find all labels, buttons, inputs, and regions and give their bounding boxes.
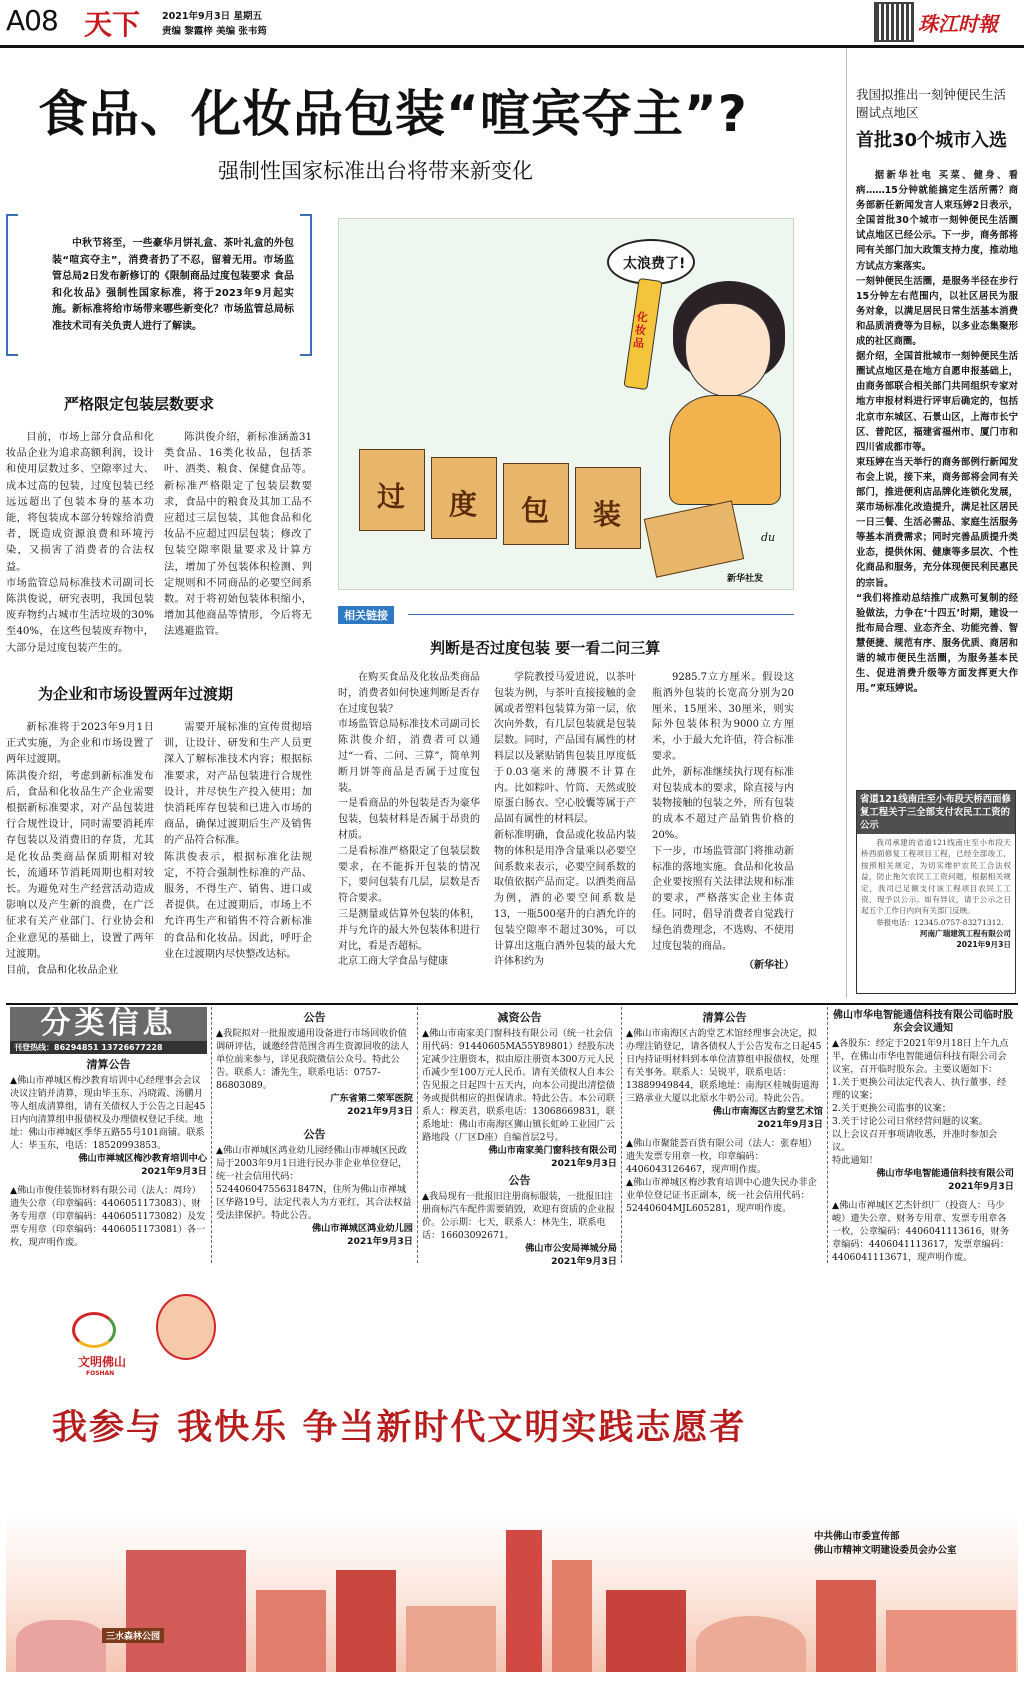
ad-sign: 佛山市禅城区梅沙教育培训中心 <box>78 1153 207 1164</box>
link-col2: 学院教授马爱进说，以茶叶包装为例，与茶叶直接接触的金属或者塑料包装算为第一层，依次向外数，有几层包装就是包装层数。同时，产品国有属性的材料层以及紧贴销售包装且厚度低于0.03毫米的薄膜不计算在内。比如粽叶、竹筒、天然或胶原蛋白肠衣、空心胶囊等属于产品固有属性的材料层。 新标准明确，食品或化妆品内装物的体积是用净含量乘以必要空间系数来表示，必要空间系数的取值依据产品而定。以酒类商品为例，酒的必要空间系数是13，一瓶500毫升的白酒允许的包装空隙率不超过30%，可以计算出这瓶白酒外包装的最大允许体积约为 <box>494 672 636 968</box>
girl-face <box>685 303 771 397</box>
park-sign: 三水森林公园 <box>102 1628 164 1643</box>
logo-icon <box>72 1312 116 1348</box>
tube-label: 化妆品 <box>632 310 649 351</box>
ad-body: ▲佛山市禅城区艺杰针织厂（投资人：马少峻）遗失公章、财务专用章、发票专用章各一枚，公章编码：4406041113616，财务章编码：4406041113617，发票章编码：4406041113671，现声明作废。 <box>832 1200 1010 1263</box>
wage-notice <box>856 790 1016 994</box>
ad-body: ▲我院拟对一批报废通用设备进行市场回收价值调研评估，诚邀经营范围含再生资源回收的法人单位前来参与，详见我院微信公众号。特此公告。联系人：潘先生，联系电话：0757-86803089。 <box>216 1028 409 1091</box>
ads-banner-phone: 刊登热线：86294851 13726677228 <box>10 1041 207 1054</box>
ad-title: 清算公告 <box>86 1058 131 1071</box>
ad-date: 2021年9月3日 <box>347 1236 413 1247</box>
right-body: 据新华社电 买菜、健身、看病……15分钟就能搞定生活所需？商务部新任新闻发言人束珏婷2日表示，全国首批30个城市一刻钟便民生活圈试点地区已经公示。下一步，商务部将同有关部门加大政策支持力度，推动地方试点方案落实。 一刻钟便民生活圈，是服务半径在步行15分钟左右范围内，以社区居民为服务对象，以满足居民日常生活基本消费和品质消费等为目标，以多业态集聚形成的社区商圈。 据介绍，全国首批城市一刻钟便民生活圈试点地区是在地方自愿申报基础上，由商务部联合相关部门共同组织专家对地方申报材料进行评审后确定的，包括北京市东城区、石景山区，上海市长宁区、普陀区，福建省福州市、厦门市和四川省成都市等。 束珏婷在当天举行的商务部例行新闻发布会上说，接下来，商务部将会同有关部门，推进便利店品牌化连锁化发展，菜市场标准化改造提升，满足社区居民一日三餐、生活必需品、家庭生活服务等基本消费需求；同时完善品质提升类业态，提供休闲、健康等多层次、个性化商品和服务，充分体现便民利民惠民的宗旨。 “我们将推动总结推广成熟可复制的经验做法，力争在‘十四五’时期，建设一批布局合理、业态齐全、功能完善、智慧便捷、规范有序、服务优质、商居和谐的城市便民生活圈，为服务基本民生、促进消费升级等方面发挥更大作用。”束珏婷说。 <box>856 170 1018 695</box>
issue-date: 2021年9月3日 星期五 <box>162 11 262 22</box>
ads-col-5 <box>828 1007 1018 1263</box>
section2-col2: 需要开展标准的宣传贯彻培训，让设计、研发和生产人员更深入了解标准技术内容；根据标准要求，对产品包装进行合规性设计，并尽快生产投入使用；加快消耗库存包装和已进入市场的商品，确保过渡期后生产及销售的产品符合标准。 陈洪俊表示，根据标准化法规定，不符合强制性标准的产品、服务，不得生产、销售、进口或者提供。在过渡期后，市场上不允许再生产和销售不符合新标准的食品和化妆品。因此，呼吁企业在过渡期内尽快整改达标。 <box>164 722 312 960</box>
right-kicker: 我国拟推出一刻钟便民生活圈试点地区 <box>856 87 1007 120</box>
ad-body: ▲佛山市禅城区梅沙教育培训中心经理事会会议决议注销并清算，现由毕玉东、冯晓霞、汤鹏月等人组成清算组，请有关债权人于公告之日起45日内向清算组申报债权及办理债权登记手续。地址：佛山市禅城区季华五路55号101商铺。联系人：毕玉东，电话：18520993853。 <box>10 1075 206 1151</box>
city-skyline <box>6 1520 1018 1672</box>
qr-code-icon <box>876 4 912 40</box>
lead-text: 中秋节将至，一些豪华月饼礼盒、茶叶礼盒的外包装“喧宾夺主”，消费者扔了不忍，留着无用。市场监管总局2日发布新修订的《限制商品过度包装要求 食品和化妆品》强制性国家标准，将于2023年9月起实施。新标准将给市场带来哪些新变化？市场监管总局标准技术司有关负责人进行了解读。 <box>52 238 294 332</box>
paper-logo: 珠江时報 <box>918 12 998 36</box>
ad-body: ▲各股东：经定于2021年9月18日上午九点半，在佛山市华电智能通信科技有限公司会议室，召开临时股东会。主要议题如下： 1.关于更换公司法定代表人、执行董事、经理的议案； 2.关于更换公司监事的议案； 3.关于讨论公司日常经营问题的议案。 以上会议召开事项请收悉，并准时参加会议。 特此通知！ <box>832 1038 1009 1166</box>
box-char-3: 包 <box>521 494 550 527</box>
section-name: 天下 <box>84 8 141 41</box>
lead-box <box>6 214 312 356</box>
box-char-4: 装 <box>593 498 622 531</box>
link-credit: （新华社） <box>744 960 794 972</box>
logo-text: 文明佛山 <box>78 1355 127 1369</box>
ad-body: ▲佛山市聚能荟百货有限公司（法人：张春旭）遗失发票专用章一枚，印章编码：4406043126467，现声明作废。 ▲佛山市禅城区梅沙教育培训中心遗失民办非企业单位登记证书正副本，统一社会信用代码：52440604MJL605281，现声明作废。 <box>626 1138 817 1214</box>
sponsor-1: 中共佛山市委宣传部 <box>814 1531 900 1542</box>
ad-sign: 佛山市华电智能通信科技有限公司 <box>876 1168 1014 1179</box>
logo-sub: FOSHAN <box>86 1370 115 1377</box>
ad-title: 公告 <box>303 1128 326 1141</box>
wage-notice-date: 2021年9月3日 <box>956 940 1011 950</box>
boxes <box>339 419 794 590</box>
ad-date: 2021年9月3日 <box>948 1181 1014 1192</box>
section1-col1: 目前，市场上部分食品和化妆品企业为追求高额利润，设计和使用层数过多、空隙率过大、成本过高的包装，过度包装已经远远超出了包装本身的基本功能，将包装成本部分转嫁给消费者，既造成资源浪费和环境污染，又损害了消费者的合法权益。 市场监管总局标准技术司副司长陈洪俊说，研究表明，我国包装废弃物约占城市生活垃圾的30%至40%，在这些包装废弃物中，大部分是过度包装产生的。 <box>6 432 154 654</box>
ads-col-2 <box>212 1007 418 1263</box>
ad-date: 2021年9月3日 <box>347 1106 413 1117</box>
ad-sign: 佛山市南海区古韵堂艺术馆 <box>712 1106 823 1117</box>
subhead: 强制性国家标准出台将带来新变化 <box>218 159 533 183</box>
link-tag: 相关链接 <box>338 606 394 624</box>
cartoon-signature: du <box>761 531 776 544</box>
ad-title: 公告 <box>303 1011 326 1024</box>
wage-notice-sign: 河南广瑞建筑工程有限公司 <box>919 929 1011 939</box>
section1-title: 严格限定包装层数要求 <box>64 395 215 413</box>
masthead-rule <box>0 45 1024 48</box>
ad-body: ▲佛山市南海区古韵堂艺术馆经理事会决定，拟办理注销登记，请各债权人于公告发布之日起45日内持证明材料到本单位清算组申报债权，处理有关事务。联系人：吴锐平，联系电话：13889949844，联系地址：南海区桂城街道海三路承业大厦以北原水牛奶公司。特此公告。 <box>626 1028 822 1104</box>
ad-sign: 佛山市公安局禅城分局 <box>525 1243 617 1254</box>
ads-col-1 <box>6 1007 212 1263</box>
ad-slogan: 我参与 我快乐 争当新时代文明实践志愿者 <box>52 1407 747 1448</box>
section2-title: 为企业和市场设置两年过渡期 <box>38 685 234 703</box>
ads-col-3 <box>418 1007 622 1267</box>
headline: 食品、化妆品包装“喧宾夺主”? <box>38 85 748 143</box>
ad-title: 公告 <box>508 1174 531 1187</box>
ad-body: ▲佛山市俊佳装饰材料有限公司（法人：周玲）遗失公章（印章编码：4406051173083）、财务专用章（印章编码：4406051173082）及发票专用章（印章编码：4406051173081）各一枚，现声明作废。 <box>10 1185 206 1248</box>
masthead <box>0 0 1024 48</box>
cartoon <box>338 218 794 590</box>
editors: 责编 黎霞梓 美编 张韦筠 <box>162 26 267 37</box>
ads-top-rule <box>6 1003 1018 1005</box>
wage-notice-title: 省道121线南庄至小布段天桥西面修复工程关于三全部支付农民工工资的公示 <box>857 791 1015 834</box>
link-col3: 9285.7立方厘米。假设这瓶酒外包装的长宽高分别为20厘米、15厘米、30厘米，则实际外包装体积为9000立方厘米，小于最大允许值，符合标准要求。 此外，新标准继续执行现有标准对包装成本的要求，除直接与内装物接触的包装之外，所有包装的成本不超过产品销售价格的20%。 下一步，市场监管部门将推动新标准的落地实施。食品和化妆品企业要按照有关法律法规和标准的要求，严格落实企业主体责任。同时，倡导消费者自觉践行绿色消费理念，不选购、不使用过度包装的商品。 <box>652 672 794 952</box>
ad-title: 减资公告 <box>497 1011 542 1024</box>
wage-notice-body: 我司承建的省道121线南庄至小布段天桥西面修复工程项目工程，已经全部竣工，按照相关规定，为切实维护农民工合法权益，防止拖欠农民工工资问题，根据相关规定，我司已足额支付该工程项目农民工工资，现予以公示。如有异议，请于公示之日起五个工作日内向有关部门反映。 <box>861 838 1011 916</box>
bubble-text: 太浪费了! <box>623 256 686 272</box>
box-char-2: 度 <box>449 488 478 521</box>
ad-date: 2021年9月3日 <box>551 1256 617 1267</box>
ad-sign: 佛山市南家美门窗科技有限公司 <box>488 1145 617 1156</box>
wage-notice-contact: 举报电话：12345.0757-83271312. <box>876 917 1004 927</box>
mascot-icon <box>156 1294 216 1360</box>
ads-col-4 <box>622 1007 828 1263</box>
right-title: 首批30个城市入选 <box>856 130 1008 151</box>
ad-sign: 广东省第二荣军医院 <box>330 1093 413 1104</box>
ad-title: 清算公告 <box>702 1011 747 1024</box>
page-number: A08 <box>6 4 58 37</box>
ad-body: ▲我局现有一批报旧注册商标服装，一批报旧注册商标汽车配件需要销毁，欢迎有资质的企业报价。公示期：七天，联系人：林先生，联系电话：16603092671。 <box>422 1191 615 1241</box>
ad-date: 2021年9月3日 <box>551 1158 617 1169</box>
civilization-ad <box>6 1280 1018 1672</box>
link-title: 判断是否过度包装 要一看二问三算 <box>430 639 661 657</box>
sponsor-2: 佛山市精神文明建设委员会办公室 <box>814 1545 957 1556</box>
section2-col1: 新标准将于2023年9月1日正式实施，为企业和市场设置了两年过渡期。 陈洪俊介绍，考虑到新标准发布后，食品和化妆品生产企业需要根据新标准要求，对产品包装进行合规性设计，同时需要消耗库存包装以及消费旧的存货，尤其是化妆品类商品保质期相对较长，流通环节消耗周期也相对较长。为避免对生产经营活动造成影响以及产生新的浪费，在广泛征求有关产业部门、行业协会和企业意见的基础上，设置了两年过渡期。 目前，食品和化妆品企业 <box>6 722 154 977</box>
ads-banner: 分类信息 <box>10 1007 207 1041</box>
ad-body: ▲佛山市禅城区鸿业幼儿园经佛山市禅城区民政局于2003年9月1日进行民办非企业单位登记，统一社会信用代码：52440604755631847N，住所为佛山市禅城区华路19号，法定代表人为方亚红，其合法权益受法律保护。特此公告。 <box>216 1145 412 1221</box>
ad-date: 2021年9月3日 <box>757 1119 823 1130</box>
ad-body: ▲佛山市南家美门窗科技有限公司（统一社会信用代码：91440605MA55Y89801）经股东决定减少注册资本，拟由原注册资本300万元人民币减少至100万元人民币。请有关债权人自本公告见报之日起四十五天内，向本公司提出清偿债务或提供相应的担保请求。特此公告。本公司联系人：穆美君，联系电话：13068669831，联系地址：佛山市南海区狮山镇长虹岭工业园广云路地段（厂区D座）自编首层2号。 <box>422 1028 615 1143</box>
cartoon-credit: 新华社发 <box>727 574 764 584</box>
ad-date: 2021年9月3日 <box>141 1166 207 1177</box>
ad-sign: 佛山市禅城区鸿业幼儿园 <box>311 1223 413 1234</box>
link-col1: 在购买食品及化妆品类商品时，消费者如何快速判断是否存在过度包装？ 市场监管总局标准技术司副司长陈洪俊介绍，消费者可以通过“一看、二问、三算”，简单判断月饼等商品是否属于过度包装。 一是看商品的外包装是否为豪华包装，包装材料是否属于昂贵的材质。 二是看标准严格限定了包装层数要求，在不能拆开包装的情况下，要问包装有几层，层数是否符合要求。 三是测量或估算外包装的体积，并与允许的最大外包装体积进行对比，看是否超标。 北京工商大学食品与健康 <box>338 672 480 968</box>
section1-col2: 陈洪俊介绍，新标准涵盖31类食品、16类化妆品，包括茶叶、酒类、粮食、保健食品等。新标准严格限定了包装层数要求，食品中的粮食及其加工品不应超过三层包装，其他食品和化妆品不应超过四层包装；修改了包装空隙率限量要求及计算方法，增加了外包装体积检测、判定规则和不同商品的必要空间系数。对于将初始包装体积缩小，增加其他商品等情形，今后将无法逃避监管。 <box>164 432 312 638</box>
box-char-1: 过 <box>377 480 406 513</box>
ad-title: 佛山市华电智能通信科技有限公司临时股东会会议通知 <box>833 1010 1013 1034</box>
